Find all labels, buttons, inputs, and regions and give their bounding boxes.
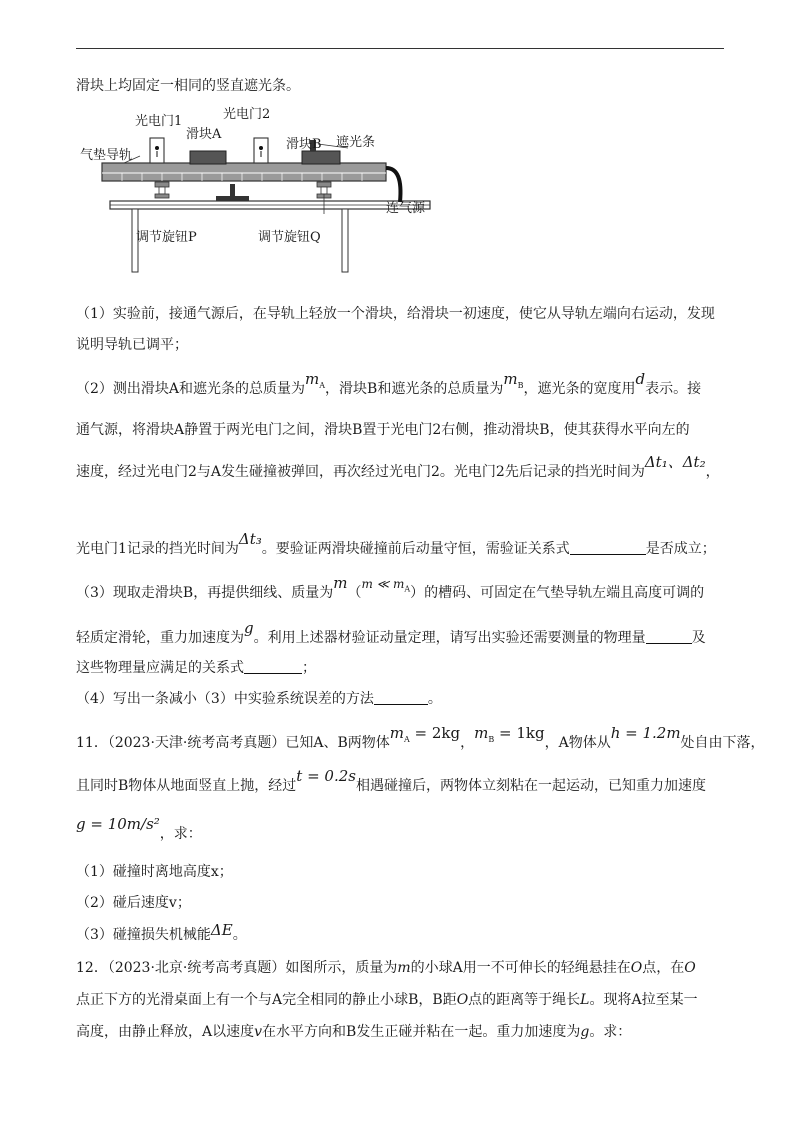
rail-support [230,184,235,198]
table-leg-right [342,209,348,272]
knob-p [155,182,169,198]
slider-a [190,151,226,164]
math-mB: $m_B$ [503,370,524,390]
q3b-line: 轻质定滑轮，重力加速度为g。利用上述器材验证动量定理，请写出实验还需要测量的物理量 及 [76,619,706,646]
p12b-line: 点正下方的光滑桌面上有一个与A完全相同的静止小球B，B距O点的距离等于绳长L。现将A拉至某一 [76,992,698,1008]
p11c-line: g = 10m/s²，求： [76,815,202,842]
math-mA-2kg: $m_A = 2kg$ [389,724,461,744]
p11b-line: 且同时B物体从地面竖直上抛，经过t = 0.2s相遇碰撞后，两物体立刻粘在一起运动，已知重力加速度 [76,767,706,794]
math-l: L [580,992,590,1008]
photogate-1 [150,138,164,163]
answer-blank-relation[interactable] [570,540,646,555]
math-h: h = 1.2m [610,724,681,742]
math-mB-1kg: $m_B = 1kg$ [474,724,545,744]
math-mA: $m_A$ [305,370,326,390]
p11-q3: （3）碰撞损失机械能ΔE。 [76,921,247,943]
air-hose [386,168,400,202]
math-g-12: g [580,1024,590,1040]
answer-blank-relation-2[interactable] [244,659,302,674]
intro-line: 滑块上均固定一相同的竖直遮光条。 [76,78,300,94]
q4-line: （4）写出一条减小（3）中实验系统误差的方法 。 [76,691,442,707]
header-rule [76,48,724,49]
label-air-track: 气垫导轨 [80,148,133,163]
p12a-line: 12．（2023·北京·统考高考真题）如图所示，质量为m的小球A用一不可伸长的轻绳悬挂在O点，在O [76,960,696,976]
air-track-diagram [80,98,480,280]
p11-q1: （1）碰撞时离地高度x； [76,864,233,880]
math-v: v [254,1024,263,1040]
q1b-line: 说明导轨已调平； [76,337,188,353]
math-o: O [630,960,643,976]
label-slider-b: 滑块B [286,137,322,152]
label-air-source: 连气源 [386,201,426,216]
q2d-line: 光电门1记录的挡光时间为Δt₃。要验证两滑块碰撞前后动量守恒，需验证关系式 是否成立； [76,530,716,557]
label-knob-q: 调节旋钮Q [258,230,321,245]
math-t: t = 0.2s [296,767,356,785]
math-dt12: Δt₁、Δt₂ [644,453,706,471]
p11-q2: （2）碰后速度v； [76,895,191,911]
label-light-strip: 遮光条 [336,135,376,150]
math-d: d [635,370,646,388]
q1-line: （1）实验前，接通气源后，在导轨上轻放一个滑块，给滑块一初速度，使它从导轨左端向右运动，发现 [76,306,715,322]
math-m: m [333,574,348,592]
p11a-line: 11．（2023·天津·统考高考真题）已知A、B两物体$m_A = 2kg$，$m_B = 1kg$，A物体从h = 1.2m处自由下落， [76,724,765,751]
q3a-line: （3）现取走滑块B，再提供细线、质量为m（m ≪ $m_A$）的槽码、可固定在气垫导轨左端且高度可调的 [76,574,705,601]
q2b-line: 通气源，将滑块A静置于两光电门之间，滑块B置于光电门2右侧，推动滑块B，使其获得水平向左的 [76,422,690,438]
answer-blank-method[interactable] [374,690,428,705]
math-m-ll-mA: m ≪ $m_A$ [361,577,411,594]
slider-b [302,151,340,164]
label-knob-p: 调节旋钮P [136,230,197,245]
q2c-line: 速度，经过光电门2与A发生碰撞被弹回，再次经过光电门2。光电门2先后记录的挡光时间为Δt₁、Δt₂， [76,453,720,480]
math-delta-e: ΔE [210,921,233,939]
label-photogate-2: 光电门2 [223,107,271,122]
p12c-line: 高度，由静止释放，A以速度v在水平方向和B发生正碰并粘在一起。重力加速度为g。求： [76,1024,632,1040]
photogate-2 [254,138,268,163]
label-photogate-1: 光电门1 [135,114,183,129]
math-g-value: g = 10m/s² [76,815,160,833]
math-dt3: Δt₃ [238,530,262,548]
air-track-rail [102,163,386,181]
math-g: g [244,619,254,637]
q3c-line: 这些物理量应满足的关系式 ； [76,660,316,676]
math-m-12: m [397,960,411,976]
q2a-line: （2）测出滑块A和遮光条的总质量为$m_A$，滑块B和遮光条的总质量为$m_B$，遮光条的宽度用d表示。接 [76,370,702,397]
answer-blank-quantities[interactable] [646,629,692,644]
label-slider-a: 滑块A [186,127,222,142]
